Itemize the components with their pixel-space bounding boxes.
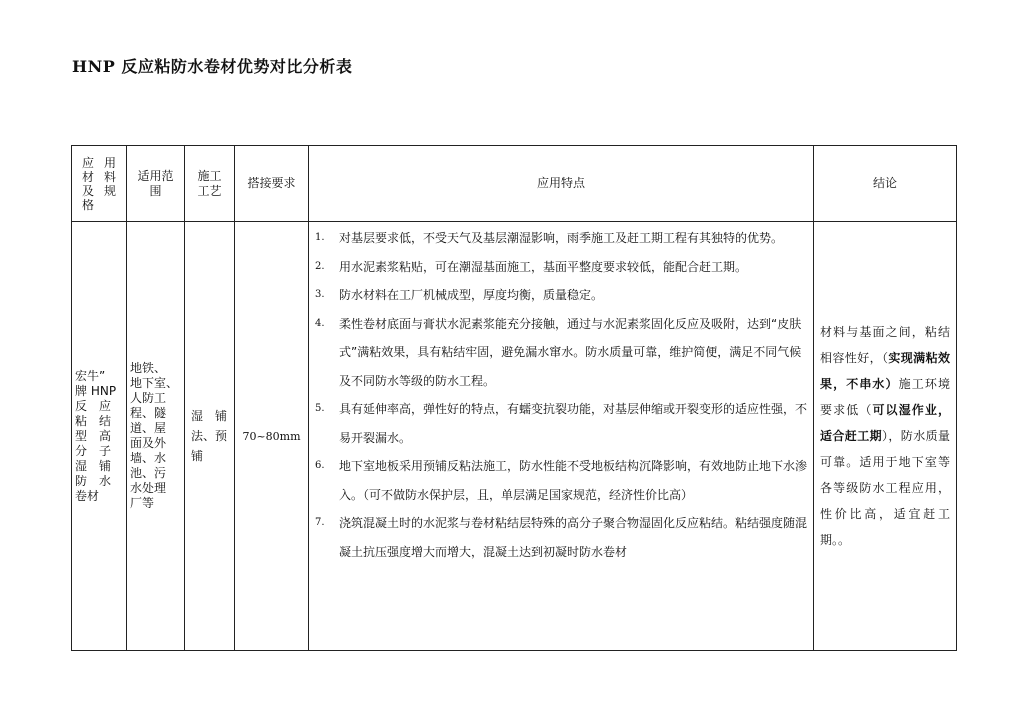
- feature-text: 浇筑混凝土时的水泥浆与卷材粘结层特殊的高分子聚合物湿固化反应粘结。粘结强度随混凝土抗压强度增大而增大，混凝土达到初凝时防水卷材: [339, 516, 808, 559]
- comparison-table: [71, 145, 957, 651]
- cell-material: [72, 222, 127, 651]
- cell-features: [309, 222, 814, 651]
- overlap-value: 70~80mm: [242, 429, 301, 443]
- feature-item: [315, 395, 808, 452]
- header-material-spec: [72, 146, 127, 222]
- header-material-char: 用: [103, 155, 116, 170]
- scope-line: 程、隧: [130, 406, 167, 420]
- method-text: [185, 406, 234, 466]
- conclusion-part: 施工环境要求低（: [820, 377, 950, 417]
- scope-line: 道、屋: [130, 421, 167, 435]
- header-material-char: 及: [82, 183, 95, 198]
- header-scope-label: 适用范围: [137, 168, 174, 198]
- header-material-char: 规: [103, 183, 116, 198]
- scope-line: 池、污: [130, 466, 167, 480]
- scope-line: 水处理: [130, 481, 167, 495]
- header-overlap: [235, 146, 309, 222]
- header-conclusion: [814, 146, 957, 222]
- feature-number: 2.: [315, 260, 325, 272]
- feature-text: 具有延伸率高，弹性好的特点，有蠕变抗裂功能，对基层伸缩或开裂变形的适应性强，不易开裂漏水。: [339, 402, 808, 445]
- method-line: 法、预: [191, 429, 228, 443]
- header-material-char: 材: [82, 169, 95, 184]
- table-row: [72, 222, 957, 651]
- cell-conclusion: [814, 222, 957, 651]
- feature-number: 4.: [315, 317, 325, 329]
- scope-line: 面及外: [130, 436, 167, 450]
- material-line: 反 应: [75, 398, 112, 413]
- feature-item: [315, 452, 808, 509]
- conclusion-bold: 可以湿作业，适合赶工期: [820, 403, 950, 443]
- method-line: 铺: [191, 449, 204, 463]
- header-scope: [127, 146, 185, 222]
- feature-number: 6.: [315, 460, 325, 471]
- header-overlap-label: 搭接要求: [247, 176, 296, 190]
- method-line: 湿 铺: [191, 409, 228, 423]
- cell-scope: [127, 222, 185, 651]
- scope-line: 厂等: [130, 496, 155, 510]
- page-title: HNP 反应粘防水卷材优势对比分析表: [72, 57, 353, 76]
- scope-text: [127, 361, 184, 511]
- feature-item: [315, 509, 808, 566]
- conclusion-text: [814, 319, 956, 553]
- cell-method: [185, 222, 235, 651]
- conclusion-part: ），防水质量可靠。适用于地下室等各等级防水工程应用，性价比高，适宜赶工期。。: [820, 429, 950, 547]
- header-features: [309, 146, 814, 222]
- material-line: 牌 HNP: [75, 383, 117, 398]
- header-features-label: 应用特点: [536, 176, 585, 190]
- feature-text: 地下室地板采用预铺反粘法施工，防水性能不受地板结构沉降影响，有效地防止地下水渗入。（可不做防水保护层，且，单层满足国家规范，经济性价比高）: [339, 459, 808, 502]
- header-material-char: 格: [82, 197, 95, 212]
- material-line: 粘 结: [75, 413, 112, 428]
- material-line: 分 子: [75, 443, 112, 458]
- header-method: [185, 146, 235, 222]
- feature-text: 防水材料在工厂机械成型，厚度均衡，质量稳定。: [339, 288, 604, 302]
- scope-line: 地下室、: [130, 376, 179, 390]
- material-line: 型 高: [75, 428, 112, 443]
- feature-text: 对基层要求低，不受天气及基层潮湿影响，雨季施工及赶工期工程有其独特的优势。: [339, 231, 784, 245]
- material-line: 卷材: [75, 488, 100, 503]
- conclusion-bold: 实现满粘效果，不串水）: [820, 351, 950, 391]
- feature-number: 5.: [315, 403, 325, 414]
- material-line: 宏牛”: [75, 368, 106, 383]
- scope-line: 人防工: [130, 391, 167, 405]
- table-header-row: [72, 146, 957, 222]
- feature-text: 用水泥素浆粘贴，可在潮湿基面施工，基面平整度要求较低，能配合赶工期。: [339, 259, 748, 274]
- conclusion-part: 材料与基面之间，粘结相容性好，（: [820, 325, 950, 365]
- header-material-char: 料: [103, 169, 116, 184]
- feature-text: 柔性卷材底面与膏状水泥素浆能充分接触，通过与水泥素浆固化反应及吸附，达到“皮肤式”满粘效果，具有粘结牢固，避免漏水窜水。防水质量可靠，维护简便，满足不同气候及不同防水等级的防水工程。: [339, 316, 802, 388]
- scope-line: 墙、水: [130, 451, 167, 465]
- cell-overlap: [235, 222, 309, 651]
- header-method-label: 施工工艺: [197, 168, 222, 198]
- feature-item: [315, 224, 807, 253]
- feature-number: 3.: [315, 289, 325, 300]
- feature-number: 7.: [315, 517, 325, 528]
- feature-item: [315, 310, 807, 396]
- features-list: [309, 224, 813, 566]
- scope-line: 地铁、: [130, 361, 167, 375]
- feature-item: [315, 253, 807, 282]
- header-material-char: 应: [82, 155, 95, 170]
- feature-item: [315, 281, 807, 310]
- material-line: 防 水: [75, 473, 112, 488]
- feature-number: 1.: [315, 232, 325, 243]
- material-line: 湿 铺: [75, 458, 112, 473]
- material-text: [72, 369, 126, 504]
- header-conclusion-label: 结论: [872, 176, 897, 190]
